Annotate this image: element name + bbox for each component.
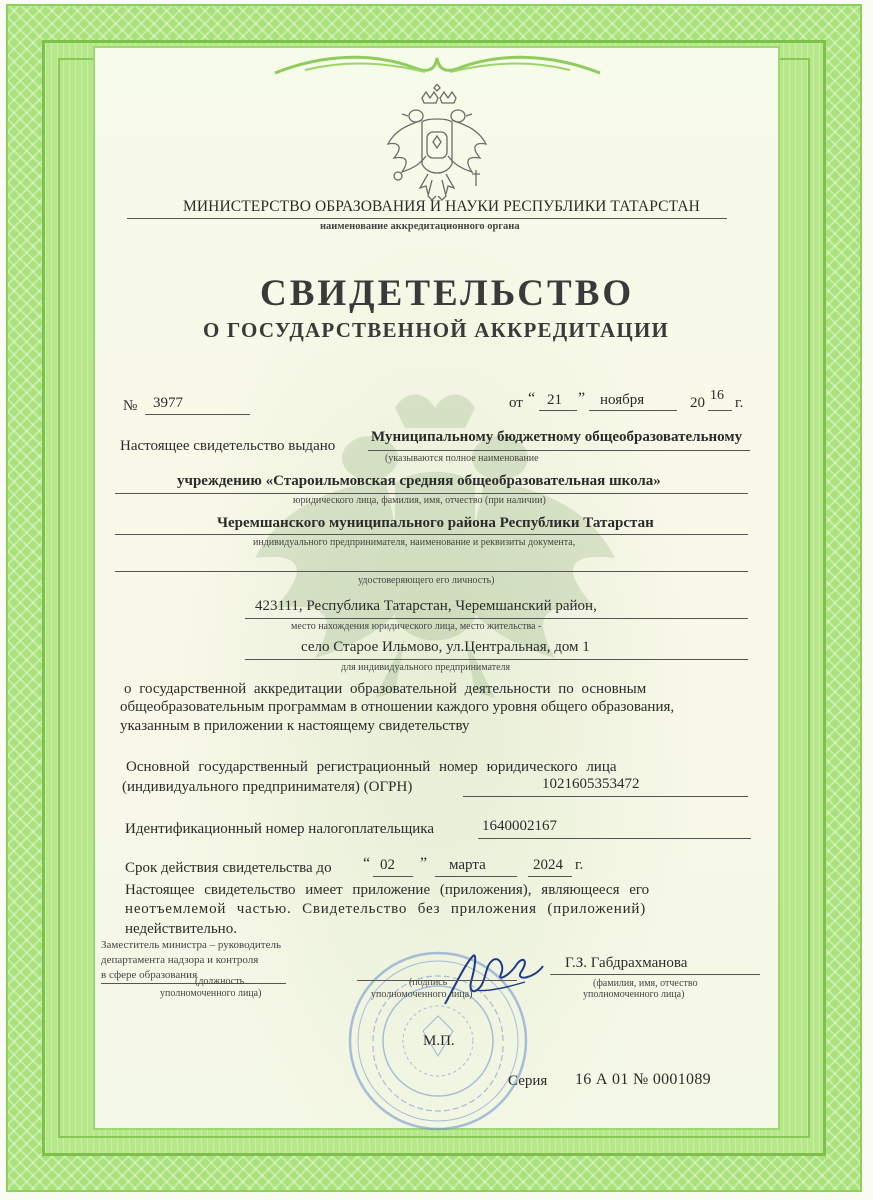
- accreditation-line-3: указанным в приложении к настоящему свидетельству: [120, 718, 470, 734]
- signatory-name-caption-2: уполномоченного лица): [583, 989, 685, 1000]
- issue-year-prefix: 20: [690, 395, 705, 411]
- certificate-subtitle: О ГОСУДАРСТВЕННОЙ АККРЕДИТАЦИИ: [203, 318, 670, 342]
- authority-name: МИНИСТЕРСТВО ОБРАЗОВАНИЯ И НАУКИ РЕСПУБЛИКИ ТАТАРСТАН: [183, 198, 700, 215]
- validity-month-underline: [435, 876, 517, 877]
- validity-month: марта: [449, 857, 486, 873]
- ogrn-line-1: Основной государственный регистрационный номер юридического лица: [126, 759, 617, 775]
- authority-caption: наименование аккредитационного органа: [320, 221, 520, 232]
- authority-underline: [127, 218, 727, 219]
- issued-label: Настоящее свидетельство выдано: [120, 438, 336, 454]
- issued-underline-3: [115, 534, 748, 535]
- signatory-position-2: департамента надзора и контроля: [101, 954, 259, 966]
- signatory-position-1: Заместитель министра – руководитель: [101, 939, 281, 951]
- certificate-paper: [95, 48, 778, 1128]
- accreditation-line-2: общеобразовательным программам в отношении каждого уровня общего образования,: [120, 699, 675, 715]
- validity-day: 02: [380, 857, 395, 873]
- validity-label: Срок действия свидетельства до: [125, 860, 332, 876]
- issue-month-underline: [589, 410, 677, 411]
- ogrn-underline: [463, 796, 748, 797]
- issued-underline-4: [115, 571, 748, 572]
- issued-underline-6: [245, 659, 748, 660]
- signatory-position-3: в сфере образования: [101, 969, 198, 981]
- signatory-name-underline: [550, 974, 760, 975]
- certificate-number: 3977: [153, 395, 183, 411]
- issued-underline-1: [368, 450, 750, 451]
- signatory-position-caption-2: уполномоченного лица): [160, 988, 262, 999]
- issue-year-suffix: 16: [710, 388, 724, 403]
- signatory-name: Г.З. Габдрахманова: [565, 955, 688, 971]
- ogrn-value: 1021605353472: [542, 776, 640, 792]
- signatory-name-caption-1: (фамилия, имя, отчество: [593, 978, 698, 989]
- issue-month: ноября: [600, 392, 645, 408]
- issued-caption-4: удостоверяющего его личность): [358, 575, 495, 586]
- inn-underline: [478, 838, 751, 839]
- issued-line-1: Муниципальному бюджетному общеобразовательному: [371, 429, 743, 445]
- issued-underline-5: [245, 618, 748, 619]
- issue-year-unit: г.: [735, 395, 744, 411]
- signatory-position-underline: [101, 983, 286, 984]
- date-quote-close: ”: [578, 390, 586, 407]
- number-prefix: №: [123, 398, 138, 414]
- accreditation-line-1: о государственной аккредитации образовательной деятельности по основным: [124, 681, 647, 697]
- issued-caption-1: (указываются полное наименование: [385, 453, 539, 464]
- issue-day-underline: [539, 410, 577, 411]
- issued-address-2: село Старое Ильмово, ул.Центральная, дом 1: [301, 639, 590, 655]
- validity-year-underline: [528, 876, 572, 877]
- issue-day: 21: [547, 392, 562, 408]
- series-value: 16 А 01 № 0001089: [575, 1071, 711, 1088]
- double-headed-eagle-emblem-icon: [382, 84, 492, 209]
- validity-quote-open: “: [363, 855, 371, 872]
- issued-line-2: учреждению «Староильмовская средняя общеобразовательная школа»: [177, 473, 661, 489]
- ogrn-line-2: (индивидуального предпринимателя) (ОГРН): [122, 779, 413, 795]
- issued-caption-6: для индивидуального предпринимателя: [341, 662, 511, 673]
- issued-caption-5: место нахождения юридического лица, место жительства -: [291, 621, 542, 632]
- date-quote-open: “: [528, 390, 536, 407]
- signatory-position-caption-1: (должность: [195, 976, 245, 987]
- signature-caption-1: (подпись: [409, 977, 448, 988]
- issued-caption-2: юридического лица, фамилия, имя, отчество (при наличии): [293, 495, 546, 506]
- issued-underline-2: [115, 493, 748, 494]
- appendix-line-2: неотъемлемой частью. Свидетельство без приложения (приложений): [125, 901, 647, 917]
- issued-line-3: Черемшанского муниципального района Республики Татарстан: [217, 515, 654, 531]
- appendix-line-1: Настоящее свидетельство имеет приложение (приложения), являющееся его: [125, 882, 650, 898]
- top-flourish-ornament: [265, 48, 610, 78]
- issued-caption-3: индивидуального предпринимателя, наименование и реквизиты документа,: [253, 537, 576, 548]
- validity-quote-close: ”: [420, 855, 428, 872]
- number-underline: [145, 414, 250, 415]
- validity-year: 2024: [533, 857, 563, 873]
- date-prefix: от: [509, 395, 523, 411]
- issue-year-underline: [708, 410, 732, 411]
- seal-place-label: М.П.: [423, 1033, 455, 1049]
- series-label: Серия: [508, 1073, 548, 1089]
- signature-caption-2: уполномоченного лица): [371, 989, 473, 1000]
- validity-day-underline: [373, 876, 413, 877]
- validity-unit: г.: [575, 857, 584, 873]
- issued-address-1: 423111, Республика Татарстан, Черемшанский район,: [255, 598, 597, 614]
- inn-value: 1640002167: [482, 818, 557, 834]
- certificate-title: СВИДЕТЕЛЬСТВО: [260, 273, 635, 314]
- inn-label: Идентификационный номер налогоплательщика: [125, 821, 435, 837]
- appendix-line-3: недействительно.: [125, 921, 237, 937]
